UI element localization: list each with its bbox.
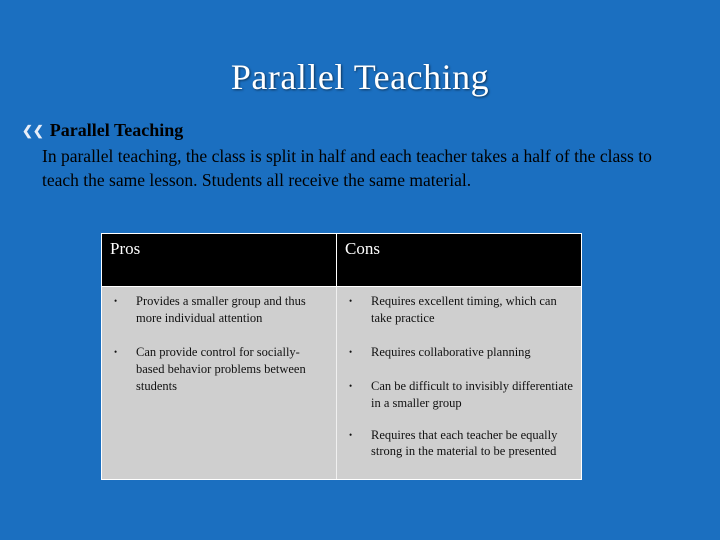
pros-item: • Provides a smaller group and thus more individual attention [102, 293, 336, 327]
cons-item: • Can be difficult to invisibly differentiate in a smaller group [337, 378, 581, 412]
bullet-heading-row [22, 120, 183, 141]
cons-item: • Requires that each teacher be equally strong in the material to be presented [337, 427, 581, 461]
pros-cons-table [101, 233, 582, 480]
wifi-arc-bullet-icon: ❮❮ [22, 123, 44, 138]
bullet-dot-icon: • [114, 296, 118, 306]
pros-item: • Can provide control for socially-based behavior problems between students [102, 344, 336, 395]
bullet-dot-icon: • [349, 296, 353, 306]
body-paragraph: In parallel teaching, the class is split in half and each teacher takes a half of the class to teach the same lesson. Students all receive the same material. [42, 146, 652, 191]
table-header-pros: Pros [102, 234, 336, 287]
cons-item: • Requires collaborative planning [337, 344, 581, 361]
pros-column [102, 287, 336, 479]
bullet-heading: Parallel Teaching [49, 120, 184, 140]
bullet-dot-icon: • [114, 346, 118, 357]
slide-title: Parallel Teaching [230, 57, 490, 97]
table-header-cons: Cons [336, 234, 581, 287]
cons-item: • Requires excellent timing, which can take practice [337, 293, 581, 327]
cons-column [336, 287, 581, 479]
bullet-dot-icon: • [349, 429, 353, 440]
bullet-dot-icon: • [349, 380, 353, 391]
bullet-dot-icon: • [349, 346, 353, 357]
